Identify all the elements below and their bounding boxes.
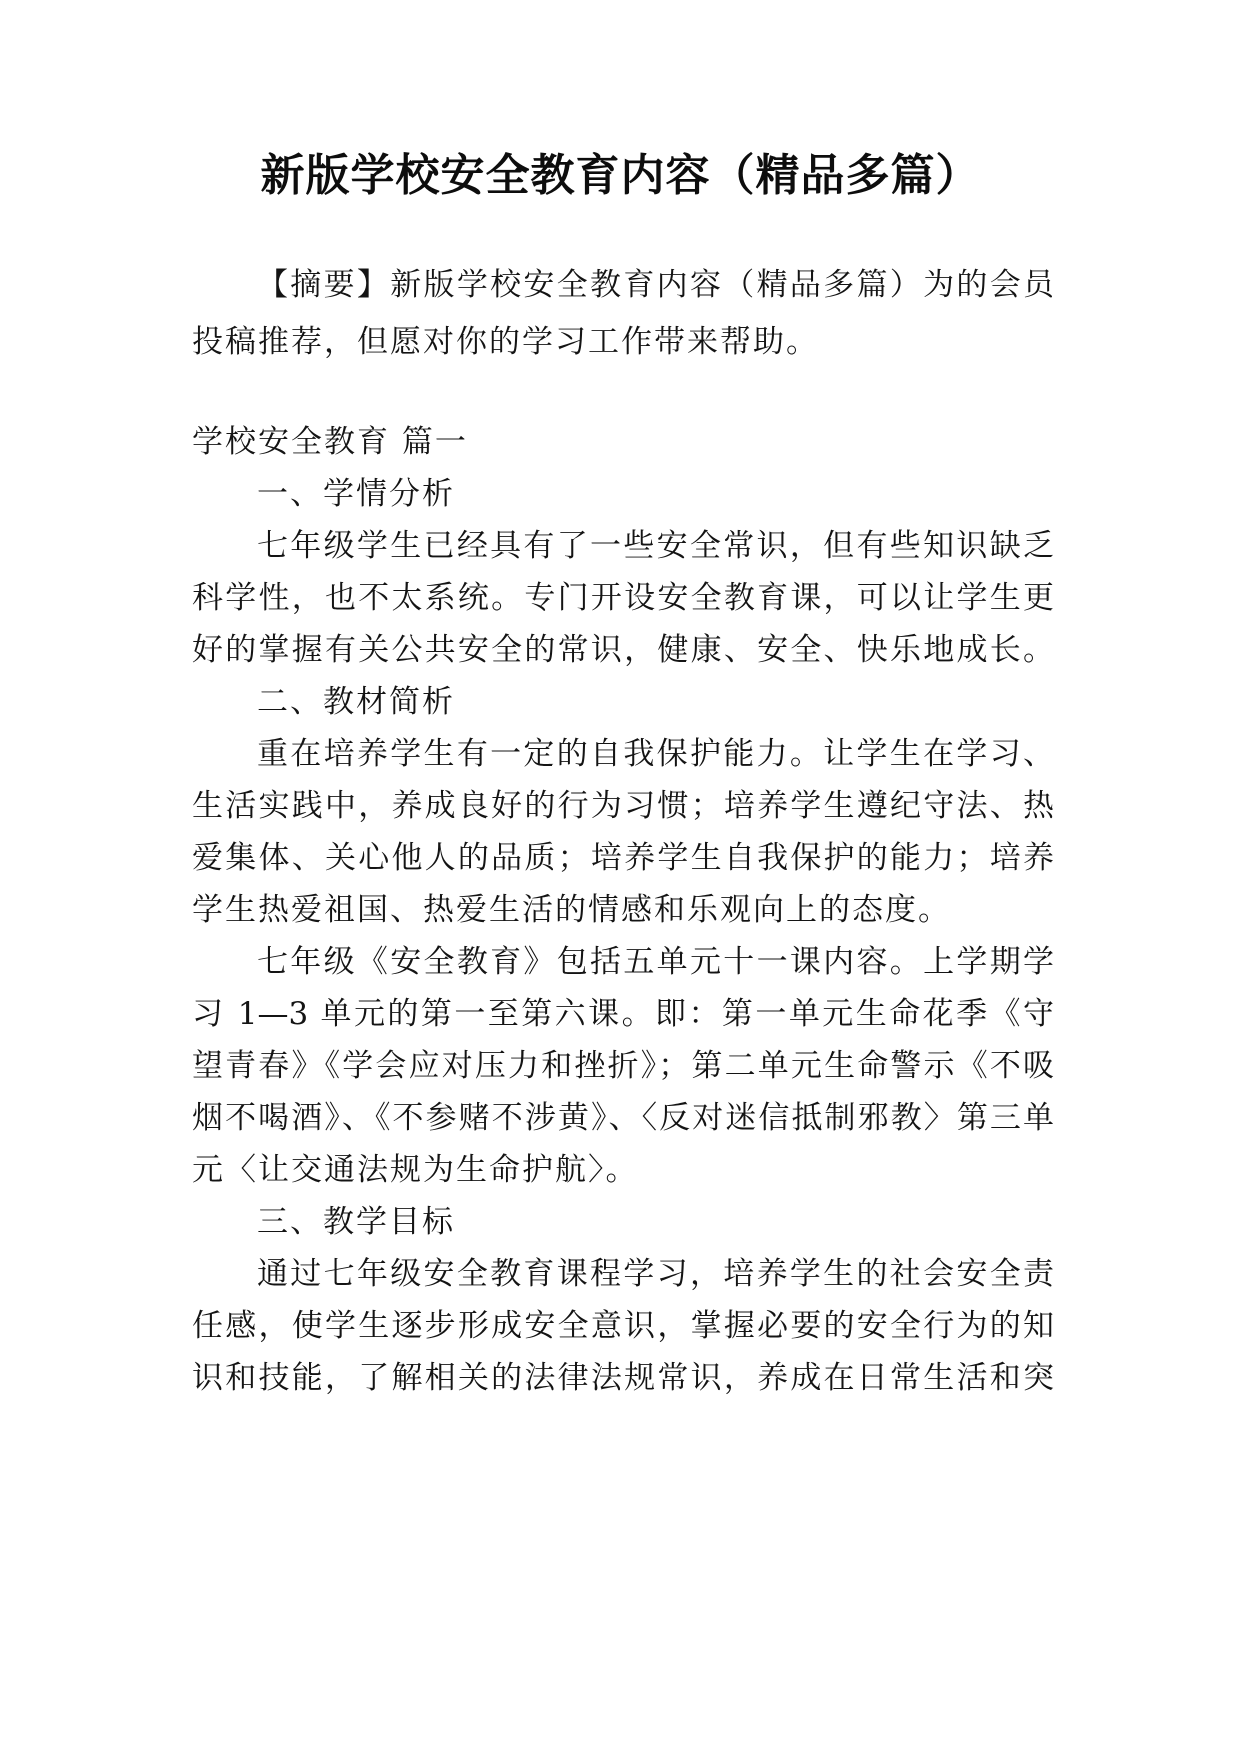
paragraph-line: 望青春》《学会应对压力和挫折》；第二单元生命警示《不吸	[192, 1048, 1054, 1084]
document-title: 新版学校安全教育内容（精品多篇）	[260, 150, 981, 201]
paragraph-line: 任感，使学生逐步形成安全意识，掌握必要的安全行为的知	[192, 1308, 1054, 1344]
paragraph-line: 通过七年级安全教育课程学习，培养学生的社会安全责	[257, 1256, 1054, 1292]
paragraph-line: 好的掌握有关公共安全的常识，健康、安全、快乐地成长。	[192, 632, 1054, 668]
paragraph-line: 重在培养学生有一定的自我保护能力。让学生在学习、	[257, 736, 1054, 772]
paragraph-line: 学生热爱祖国、热爱生活的情感和乐观向上的态度。	[192, 892, 951, 928]
abstract-line-1: 【摘要】新版学校安全教育内容（精品多篇）为的会员	[257, 267, 1054, 303]
subheading-1: 一、学情分析	[257, 476, 455, 512]
paragraph-line: 识和技能，了解相关的法律法规常识，养成在日常生活和突	[192, 1360, 1054, 1396]
paragraph-line: 生活实践中，养成良好的行为习惯；培养学生遵纪守法、热	[192, 788, 1054, 824]
paragraph-line: 七年级学生已经具有了一些安全常识，但有些知识缺乏	[257, 528, 1054, 564]
section-heading: 学校安全教育 篇一	[192, 424, 468, 460]
paragraph-line: 科学性，也不太系统。专门开设安全教育课，可以让学生更	[192, 580, 1054, 616]
paragraph-line: 习 1—3 单元的第一至第六课。即：第一单元生命花季《守	[192, 996, 1054, 1032]
paragraph-line: 七年级《安全教育》包括五单元十一课内容。上学期学	[257, 944, 1054, 980]
paragraph-line: 元〈让交通法规为生命护航〉。	[192, 1152, 639, 1188]
subheading-2: 二、教材简析	[257, 684, 455, 720]
subheading-3: 三、教学目标	[257, 1204, 455, 1240]
paragraph-line: 爱集体、关心他人的品质；培养学生自我保护的能力；培养	[192, 840, 1054, 876]
abstract-line-2: 投稿推荐，但愿对你的学习工作带来帮助。	[192, 324, 819, 360]
paragraph-line: 烟不喝酒》、《不参赌不涉黄》、〈反对迷信抵制邪教〉第三单	[192, 1100, 1054, 1136]
